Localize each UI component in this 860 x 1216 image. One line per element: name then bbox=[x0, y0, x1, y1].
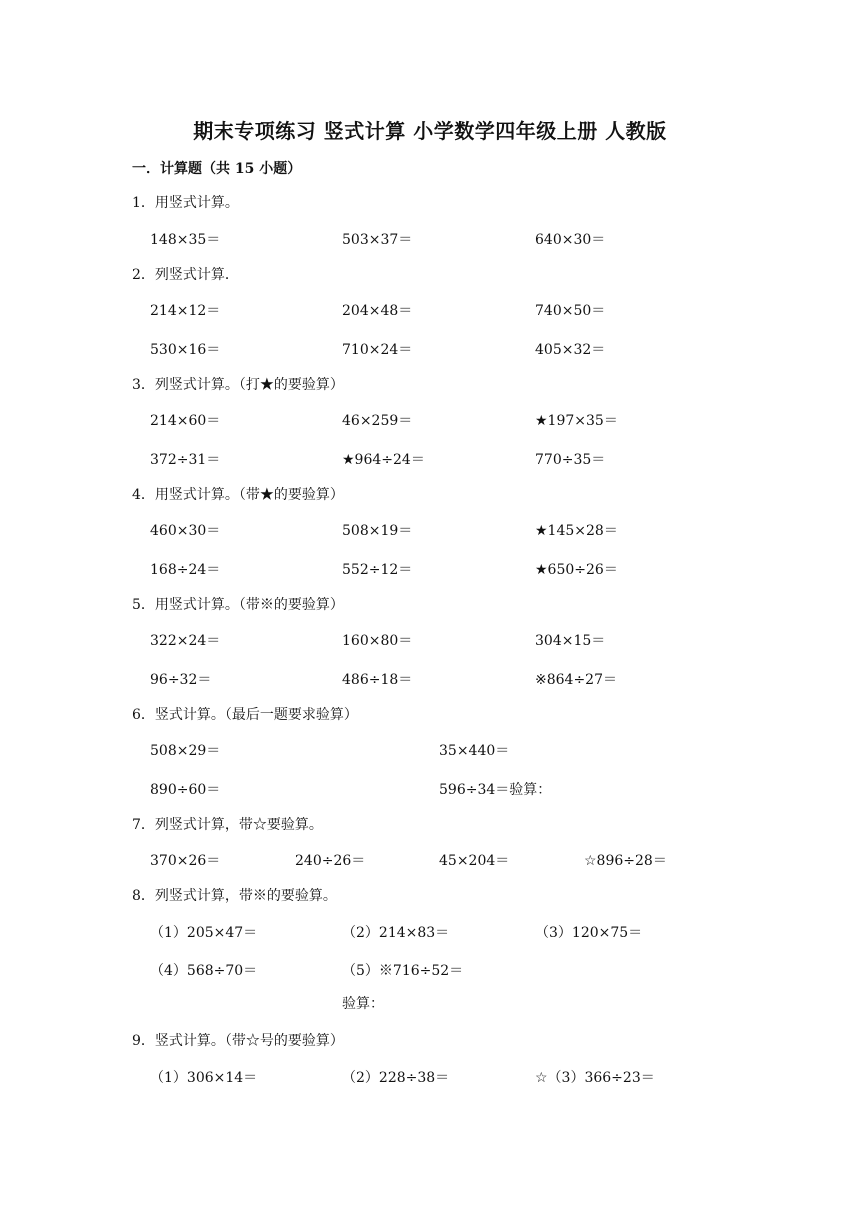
question-9-label: 9．竖式计算。（带☆号的要验算） bbox=[132, 1033, 344, 1049]
problem: 460×30＝ bbox=[150, 523, 221, 539]
problem: 503×37＝ bbox=[342, 232, 413, 248]
problem: ★650÷26＝ bbox=[535, 562, 618, 578]
problem: 168÷24＝ bbox=[150, 562, 221, 578]
verification-label: 验算： bbox=[342, 996, 384, 1012]
problem: 96÷32＝ bbox=[150, 672, 212, 688]
problem: 508×19＝ bbox=[342, 523, 413, 539]
problem: 710×24＝ bbox=[342, 342, 413, 358]
problem: （2）214×83＝ bbox=[342, 925, 450, 941]
problem: ★964÷24＝ bbox=[342, 452, 425, 468]
page-title: 期末专项练习 竖式计算 小学数学四年级上册 人教版 bbox=[193, 119, 667, 143]
problem: ★197×35＝ bbox=[535, 413, 618, 429]
problem: 214×12＝ bbox=[150, 303, 221, 319]
problem: 640×30＝ bbox=[535, 232, 606, 248]
problem: 552÷12＝ bbox=[342, 562, 413, 578]
problem: （4）568÷70＝ bbox=[150, 963, 258, 979]
problem: 770÷35＝ bbox=[535, 452, 606, 468]
question-7-label: 7．列竖式计算，带☆要验算。 bbox=[132, 817, 323, 833]
problem: 46×259＝ bbox=[342, 413, 413, 429]
problem: 322×24＝ bbox=[150, 633, 221, 649]
problem: 890÷60＝ bbox=[150, 782, 221, 798]
problem: （3）120×75＝ bbox=[535, 925, 643, 941]
problem: ★145×28＝ bbox=[535, 523, 618, 539]
problem: （2）228÷38＝ bbox=[342, 1070, 450, 1086]
problem: （5）※716÷52＝ bbox=[342, 963, 464, 979]
problem: 372÷31＝ bbox=[150, 452, 221, 468]
question-1-label: 1．用竖式计算。 bbox=[132, 195, 239, 211]
problem: 740×50＝ bbox=[535, 303, 606, 319]
problem: 240÷26＝ bbox=[295, 853, 366, 869]
problem: （1）205×47＝ bbox=[150, 925, 258, 941]
problem: 45×204＝ bbox=[439, 853, 510, 869]
problem: ☆（3）366÷23＝ bbox=[535, 1070, 655, 1086]
problem: 35×440＝ bbox=[439, 743, 510, 759]
problem: 405×32＝ bbox=[535, 342, 606, 358]
problem: 204×48＝ bbox=[342, 303, 413, 319]
question-6-label: 6．竖式计算。（最后一题要求验算） bbox=[132, 707, 358, 723]
problem: 486÷18＝ bbox=[342, 672, 413, 688]
problem: 370×26＝ bbox=[150, 853, 221, 869]
problem: 214×60＝ bbox=[150, 413, 221, 429]
problem: 530×16＝ bbox=[150, 342, 221, 358]
problem: ※864÷27＝ bbox=[535, 672, 617, 688]
question-5-label: 5．用竖式计算。（带※的要验算） bbox=[132, 597, 344, 613]
problem: 304×15＝ bbox=[535, 633, 606, 649]
problem: 148×35＝ bbox=[150, 232, 221, 248]
problem: 160×80＝ bbox=[342, 633, 413, 649]
question-2-label: 2．列竖式计算． bbox=[132, 267, 239, 283]
section-heading: 一．计算题（共 15 小题） bbox=[132, 161, 302, 177]
question-8-label: 8．列竖式计算，带※的要验算。 bbox=[132, 888, 337, 904]
problem: 508×29＝ bbox=[150, 743, 221, 759]
problem: （1）306×14＝ bbox=[150, 1070, 258, 1086]
problem: 596÷34＝验算： bbox=[439, 782, 552, 798]
question-4-label: 4．用竖式计算。（带★的要验算） bbox=[132, 487, 344, 503]
problem: ☆896÷28＝ bbox=[584, 853, 667, 869]
question-3-label: 3．列竖式计算。（打★的要验算） bbox=[132, 377, 344, 393]
